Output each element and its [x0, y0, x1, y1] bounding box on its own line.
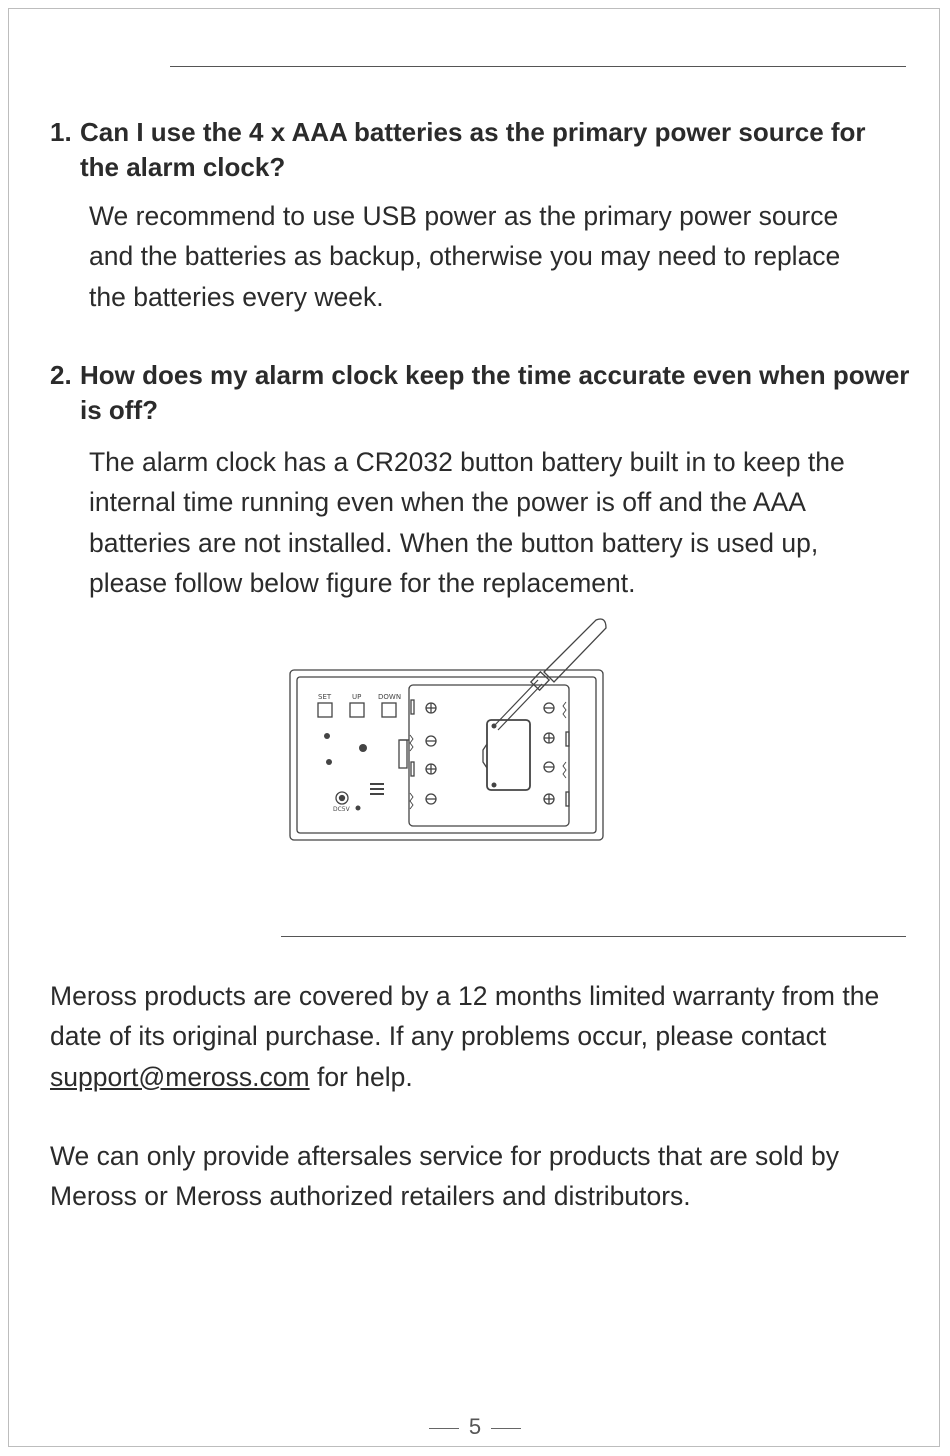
middle-divider [281, 936, 906, 937]
faq-number-2: 2. [50, 360, 72, 390]
faq-question-2-text: How does my alarm clock keep the time accurate even when power is off? [80, 360, 910, 425]
warranty-paragraph [50, 976, 920, 1097]
warranty-text-end: for help. [309, 1061, 413, 1092]
up-button-icon [350, 703, 364, 717]
page-footer [0, 1412, 950, 1442]
faq-answer-1: We recommend to use USB power as the primary power source and the batteries as backup, otherwise you may need to replace the batteries every week. [89, 201, 841, 312]
page-number: 5 [468, 1414, 482, 1439]
set-button-icon [318, 703, 332, 717]
set-label: SET [318, 693, 332, 701]
support-email-link[interactable]: support@meross.com [50, 1061, 310, 1092]
dc5v-label: DC5V [333, 806, 350, 813]
faq-question-1-text: Can I use the 4 x AAA batteries as the primary power source for the alarm clock? [80, 117, 866, 182]
coin-battery-cover [487, 720, 530, 790]
down-label: DOWN [378, 693, 402, 701]
down-button-icon [382, 703, 396, 717]
up-label: UP [352, 693, 362, 701]
faq-number-1: 1. [50, 117, 72, 147]
top-divider [170, 66, 906, 67]
device-outline [290, 670, 603, 840]
footer-dash-right [491, 1428, 521, 1429]
battery-replacement-figure [285, 612, 610, 847]
faq-answer-2: The alarm clock has a CR2032 button battery built in to keep the internal time running even when the power is off and the AAA batteries are not installed. When the button battery is used up, please follow below figure for the replacement. [89, 447, 845, 598]
warranty-text: Meross products are covered by a 12 months limited warranty from the date of its original purchase. If any problems occur, please contact [50, 981, 880, 1052]
faq-question-2 [50, 358, 910, 428]
footer-dash-left [429, 1428, 459, 1429]
faq-question-1 [50, 115, 910, 185]
aftersales-paragraph: We can only provide aftersales service for products that are sold by Meross or Meross authorized retailers and distributors. [50, 1141, 840, 1212]
